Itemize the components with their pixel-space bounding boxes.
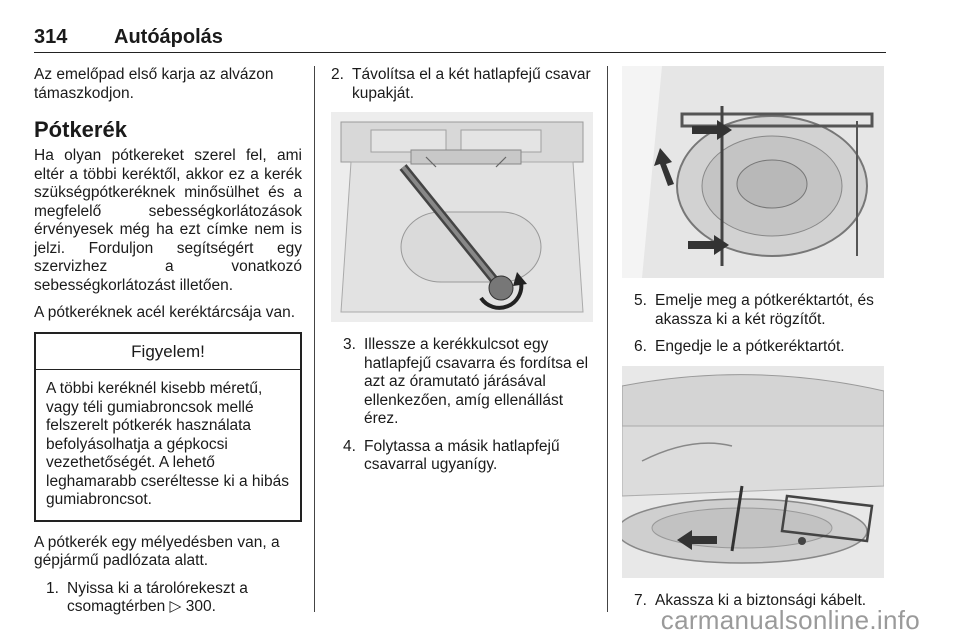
step-number: 1. (46, 579, 59, 597)
intro-text: Az emelőpad első karja az alvázon támaszkodjon. (34, 66, 274, 102)
page-ref-link[interactable]: 300. (185, 598, 216, 615)
column-middle (331, 66, 593, 484)
step-number: 4. (343, 437, 356, 455)
figure-lower-carrier (622, 366, 884, 578)
column-divider (607, 66, 608, 612)
step-1 (34, 580, 302, 617)
notice-title: Figyelem! (36, 334, 300, 371)
page-number: 314 (34, 26, 68, 48)
step-6 (622, 338, 886, 357)
column-divider (314, 66, 315, 612)
steel-rim-paragraph: A pótkeréknek acél keréktárcsája van. (34, 304, 296, 321)
step-number: 7. (634, 591, 647, 609)
page-ref-arrow-icon: ▷ (169, 598, 182, 615)
step-text: Nyissa ki a tárolórekeszt a csomagtérben ▷ 300. (67, 579, 248, 615)
step-text: Illessze a kerékkulcsot egy hatlapfejű csavarra és fordítsa el azt az óramutató járásával ellenkezően, amíg ellenállást érez. (364, 336, 589, 427)
figure-bolt-caps (331, 112, 593, 322)
section-title: Autóápolás (114, 26, 223, 48)
step-text: Távolítsa el a két hatlapfejű csavar kupakját. (352, 66, 591, 102)
step-5 (622, 292, 886, 329)
step-text: Akassza ki a biztonsági kábelt. (655, 591, 867, 609)
step-4 (331, 438, 593, 475)
notice-body: A többi keréknél kisebb méretű, vagy téli gumiabroncsok mellé felszerelt pótkerék használata befolyásolhatja a gépkocsi vezethetőségét. A lehető leghamarabb cseréltesse ki a hibás gumiabroncsot. (46, 380, 289, 508)
column-right (622, 66, 886, 619)
step-3 (331, 336, 593, 429)
step-text: Engedje le a pótkeréktartót. (655, 338, 845, 355)
step-number: 2. (331, 66, 344, 83)
page-header (34, 24, 886, 53)
step-number: 5. (634, 292, 647, 309)
notice-box (34, 332, 302, 522)
step-text: Emelje meg a pótkeréktartót, és akassza ki a két rögzítőt. (655, 292, 874, 328)
watermark: carmanualsonline.info (660, 605, 920, 635)
step-number: 6. (634, 338, 647, 355)
step-2 (331, 66, 593, 103)
step-number: 3. (343, 336, 356, 353)
spare-wheel-heading: Pótkerék (34, 117, 127, 142)
step-text: Folytassa a másik hatlapfejű csavarral ugyanígy. (364, 437, 560, 473)
figure-wheel-carrier (622, 66, 884, 278)
location-paragraph: A pótkerék egy mélyedésben van, a gépjármű padlózata alatt. (34, 533, 280, 569)
column-left (34, 66, 302, 626)
spare-wheel-paragraph: Ha olyan pótkereket szerel fel, ami eltér a többi keréktől, akkor ez a kerék szükségpótkeréknek minősülhet és a megfelelő sebességkorlátozások érvényesek még ha ezt címke nem is jelzi. Forduljon segítségért egy szervizhez a vonatkozó sebességkorlátozást illetően. (34, 147, 302, 294)
